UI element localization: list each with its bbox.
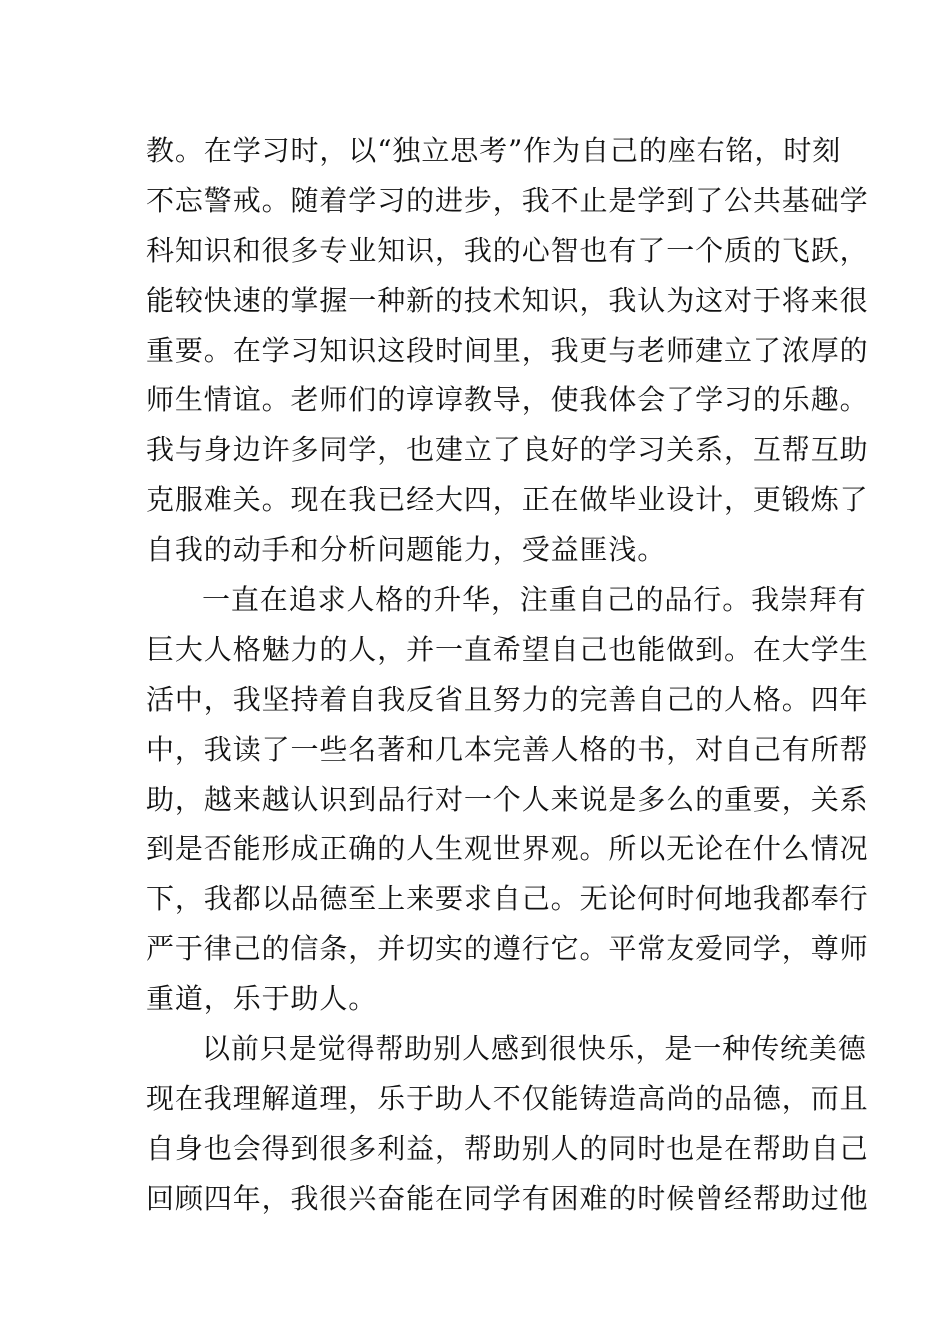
paragraph-line: 教。在学习时，以“独立思考”作为自己的座右铭，时刻 xyxy=(146,134,842,167)
paragraph-line: 能较快速的掌握一种新的技术知识，我认为这对于将来很 xyxy=(146,283,869,317)
paragraph-2 xyxy=(146,575,869,1024)
paragraph-line: 重要。在学习知识这段时间里，我更与老师建立了浓厚的 xyxy=(146,333,869,367)
paragraph-line: 重道，乐于助人。 xyxy=(146,982,378,1016)
paragraph-line: 巨大人格魅力的人，并一直希望自己也能做到。在大学生 xyxy=(146,632,869,666)
paragraph-line: 现在我理解道理，乐于助人不仅能铸造高尚的品德，而且 xyxy=(146,1081,869,1115)
paragraph-line: 助，越来越认识到品行对一个人来说是多么的重要，关系 xyxy=(146,782,869,816)
paragraph-line: 师生情谊。老师们的谆谆教导，使我体会了学习的乐趣。 xyxy=(146,383,869,417)
paragraph-line: 到是否能形成正确的人生观世界观。所以无论在什么情况 xyxy=(146,832,869,866)
paragraph-line: 回顾四年，我很兴奋能在同学有困难的时候曾经帮助过他 xyxy=(146,1181,869,1215)
paragraph-3 xyxy=(146,1024,869,1224)
document-body xyxy=(146,126,869,1224)
paragraph-line: 克服难关。现在我已经大四，正在做毕业设计，更锻炼了 xyxy=(146,483,869,517)
paragraph-first-line: 以前只是觉得帮助别人感到很快乐，是一种传统美德 xyxy=(202,1032,867,1066)
paragraph-line: 自身也会得到很多利益，帮助别人的同时也是在帮助自己 xyxy=(146,1131,869,1165)
paragraph-line: 中，我读了一些名著和几本完善人格的书，对自己有所帮 xyxy=(146,732,869,766)
paragraph-line: 严于律己的信条，并切实的遵行它。平常友爱同学，尊师 xyxy=(146,932,869,966)
paragraph-line: 自我的动手和分析问题能力，受益匪浅。 xyxy=(146,533,667,567)
paragraph-line: 活中，我坚持着自我反省且努力的完善自己的人格。四年 xyxy=(146,682,869,716)
paragraph-line: 不忘警戒。随着学习的进步，我不止是学到了公共基础学 xyxy=(146,183,869,217)
paragraph-first-line: 一直在追求人格的升华，注重自己的品行。我崇拜有 xyxy=(202,583,867,617)
paragraph-line: 科知识和很多专业知识，我的心智也有了一个质的飞跃， xyxy=(146,233,869,267)
paragraph-line: 我与身边许多同学，也建立了良好的学习关系，互帮互助 xyxy=(146,433,869,467)
paragraph-line: 下，我都以品德至上来要求自己。无论何时何地我都奉行 xyxy=(146,882,869,916)
paragraph-1 xyxy=(146,126,869,575)
